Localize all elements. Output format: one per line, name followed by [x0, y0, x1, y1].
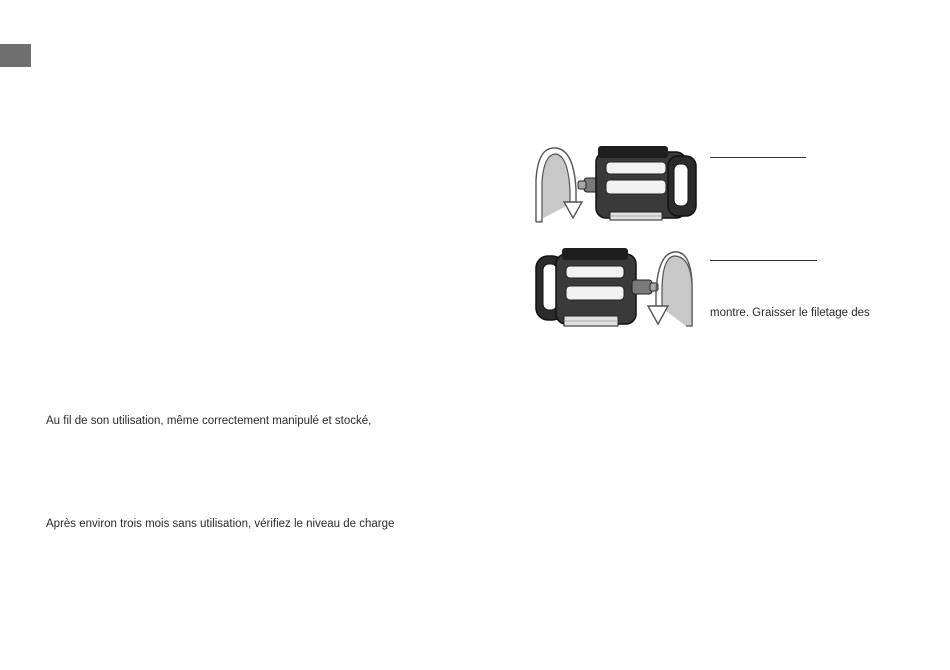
right-pedal-figure [528, 140, 700, 230]
language-tab [0, 44, 31, 67]
rotation-arrow-icon [536, 148, 582, 222]
caption-text: montre. Graisser le filetage des [710, 307, 870, 319]
caption-rule-2 [710, 260, 817, 261]
body-paragraph-2: Après environ trois mois sans utilisation, vérifiez le niveau de charge [46, 518, 395, 530]
pedal-icon [536, 248, 658, 326]
pedal-icon [578, 146, 696, 220]
body-paragraph-1: Au fil de son utilisation, même correctement manipulé et stocké, [46, 415, 372, 427]
left-pedal-figure [532, 246, 702, 332]
caption-rule-1 [710, 157, 806, 158]
